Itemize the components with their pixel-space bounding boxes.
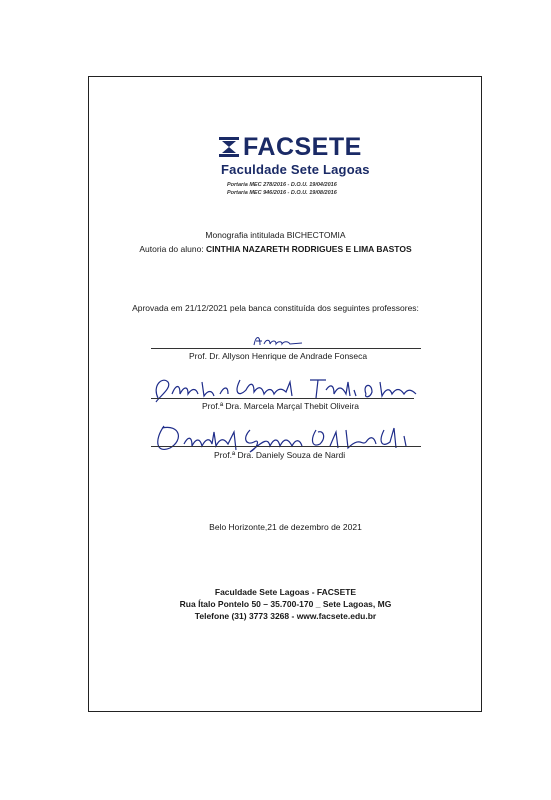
local-data: Belo Horizonte,21 de dezembro de 2021: [209, 522, 362, 532]
portaria-1: Portaria MEC 278/2016 - D.O.U. 19/04/2016: [227, 182, 337, 188]
signature-1-line: [151, 348, 421, 349]
monografia-title: BICHECTOMIA: [286, 230, 346, 240]
footer-line-1: Faculdade Sete Lagoas - FACSETE: [214, 587, 357, 597]
footer-line-3: Telefone (31) 3773 3268 - www.facsete.edu.br: [194, 611, 377, 621]
autoria-prefix: Autoria do aluno:: [139, 244, 207, 254]
footer-line-2: Rua Ítalo Pontelo 50 – 35.700-170 _ Sete Lagoas, MG: [179, 599, 392, 609]
autoria-line: [0, 244, 551, 254]
monografia-line: [0, 230, 551, 240]
signature-3-line: [151, 446, 421, 447]
signature-2-name: Prof.ª Dra. Marcela Marçal Thebit Oliveira: [202, 401, 359, 411]
signature-3-name: Prof.ª Dra. Daniely Souza de Nardi: [214, 450, 346, 460]
aprovacao-text: Aprovada em 21/12/2021 pela banca constituída dos seguintes professores:: [132, 303, 419, 313]
signature-1-name: Prof. Dr. Allyson Henrique de Andrade Fonseca: [189, 351, 368, 361]
logo-name: FACSETE: [243, 133, 362, 161]
facsete-logo: [219, 133, 370, 205]
autoria-name: CINTHIA NAZARETH RODRIGUES E LIMA BASTOS: [206, 244, 412, 254]
signature-2-line: [151, 398, 414, 399]
signature-1-scribble: [250, 333, 310, 349]
logo-subtitle: Faculdade Sete Lagoas: [221, 162, 370, 177]
facsete-logo-mark-icon: [219, 137, 239, 157]
monografia-prefix: Monografia intitulada: [205, 230, 287, 240]
portaria-2: Portaria MEC 946/2016 - D.O.U. 19/08/2016: [227, 190, 337, 196]
